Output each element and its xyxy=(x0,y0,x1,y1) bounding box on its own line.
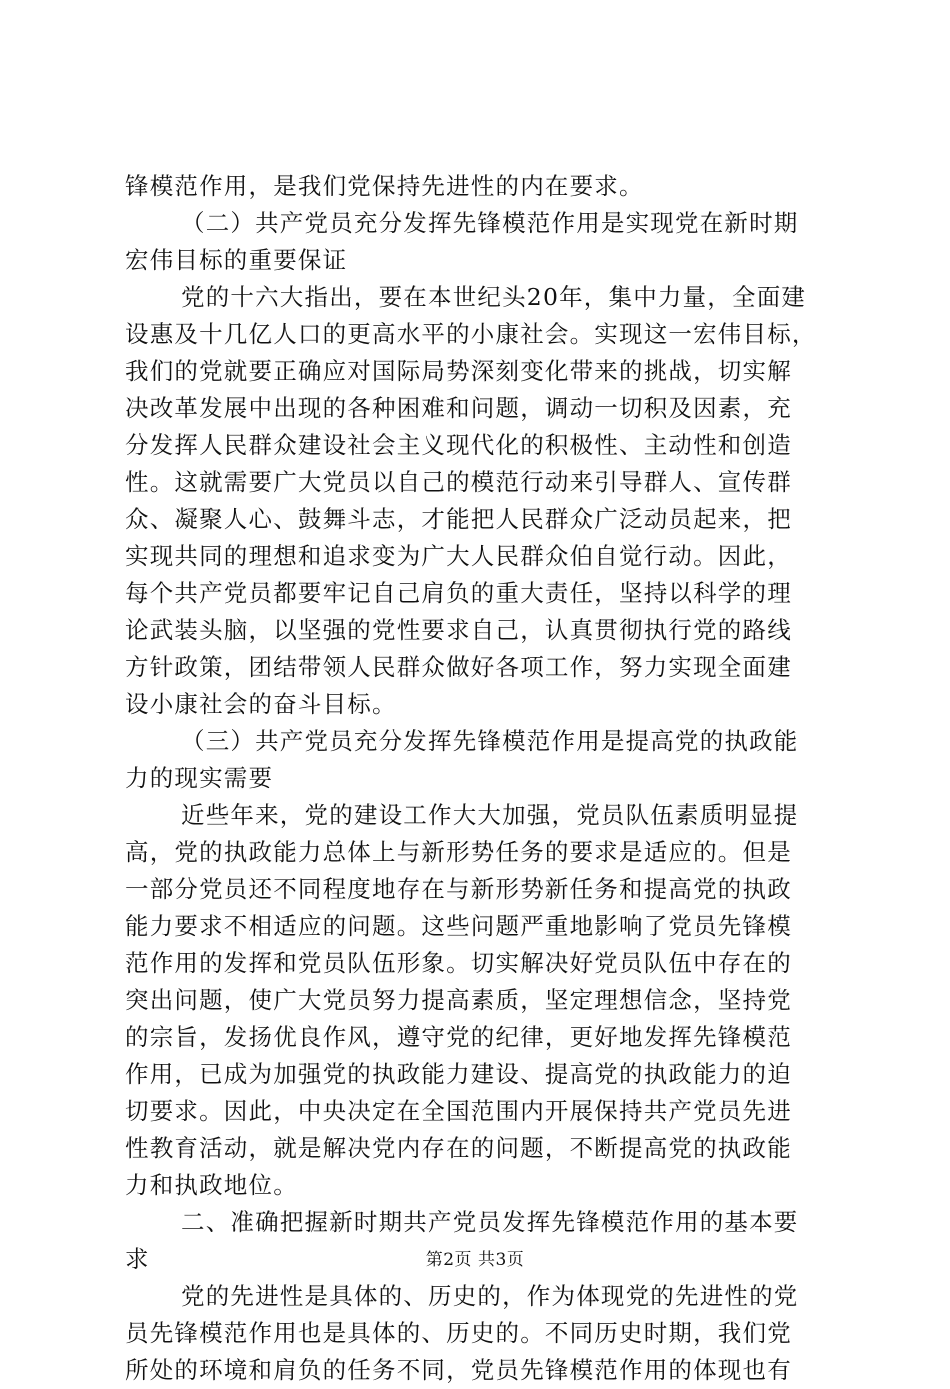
text-line: 一部分党员还不同程度地存在与新形势新任务和提高党的执政 xyxy=(125,875,792,903)
text-line: 突出问题，使广大党员努力提高素质，坚定理想信念，坚持党 xyxy=(125,986,792,1014)
section-heading-line: 求 xyxy=(125,1245,150,1273)
text-line: 性。这就需要广大党员以自己的模范行动来引导群人、宣传群 xyxy=(125,468,792,496)
section-heading-line: 力的现实需要 xyxy=(125,764,274,792)
text-line: 党的十六大指出，要在本世纪头20年，集中力量，全面建 xyxy=(181,283,807,311)
text-line: 众、凝聚人心、鼓舞斗志，才能把人民群众广泛动员起来，把 xyxy=(125,505,792,533)
text-line: 党的先进性是具体的、历史的，作为体现党的先进性的党 xyxy=(181,1282,799,1310)
text-line: 设小康社会的奋斗目标。 xyxy=(125,690,397,718)
text-line: 作用，已成为加强党的执政能力建设、提高党的执政能力的迫 xyxy=(125,1060,792,1088)
text-line: 范作用的发挥和党员队伍形象。切实解决好党员队伍中存在的 xyxy=(125,949,792,977)
text-line: 设惠及十几亿人口的更高水平的小康社会。实现这一宏伟目标， xyxy=(125,320,817,348)
section-heading-line: 宏伟目标的重要保证 xyxy=(125,246,348,274)
text-line: 方针政策，团结带领人民群众做好各项工作，努力实现全面建 xyxy=(125,653,792,681)
text-line: 性教育活动，就是解决党内存在的问题，不断提高党的执政能 xyxy=(125,1134,792,1162)
document-body xyxy=(125,168,837,1389)
text-line: 员先锋模范作用也是具体的、历史的。不同历史时期，我们党 xyxy=(125,1319,792,1347)
text-line: 能力要求不相适应的问题。这些问题严重地影响了党员先锋模 xyxy=(125,912,792,940)
section-heading-line: 二、准确把握新时期共产党员发挥先锋模范作用的基本要 xyxy=(181,1208,799,1236)
section-heading-line: （二）共产党员充分发挥先锋模范作用是实现党在新时期 xyxy=(181,209,799,237)
text-line: 切要求。因此，中央决定在全国范围内开展保持共产党员先进 xyxy=(125,1097,792,1125)
text-line: 近些年来，党的建设工作大大加强，党员队伍素质明显提 xyxy=(181,801,799,829)
text-line: 的宗旨，发扬优良作风，遵守党的纪律，更好地发挥先锋模范 xyxy=(125,1023,792,1051)
section-heading-line: （三）共产党员充分发挥先锋模范作用是提高党的执政能 xyxy=(181,727,799,755)
text-line: 力和执政地位。 xyxy=(125,1171,298,1199)
text-line: 高，党的执政能力总体上与新形势任务的要求是适应的。但是 xyxy=(125,838,792,866)
text-line: 实现共同的理想和追求变为广大人民群众伯自觉行动。因此， xyxy=(125,542,792,570)
text-line: 每个共产党员都要牢记自己肩负的重大责任，坚持以科学的理 xyxy=(125,579,792,607)
text-line: 分发挥人民群众建设社会主义现代化的积极性、主动性和创造 xyxy=(125,431,792,459)
page-number-footer: 第2页 共3页 xyxy=(425,1250,525,1270)
text-line: 论武装头脑，以坚强的党性要求自己，认真贯彻执行党的路线 xyxy=(125,616,792,644)
text-line: 决改革发展中出现的各种困难和问题，调动一切积及因素，充 xyxy=(125,394,792,422)
text-line: 锋模范作用，是我们党保持先进性的内在要求。 xyxy=(125,172,644,200)
text-line: 所处的环境和肩负的任务不同，党员先锋模范作用的体现也有 xyxy=(125,1356,792,1384)
text-line: 我们的党就要正确应对国际局势深刻变化带来的挑战，切实解 xyxy=(125,357,792,385)
